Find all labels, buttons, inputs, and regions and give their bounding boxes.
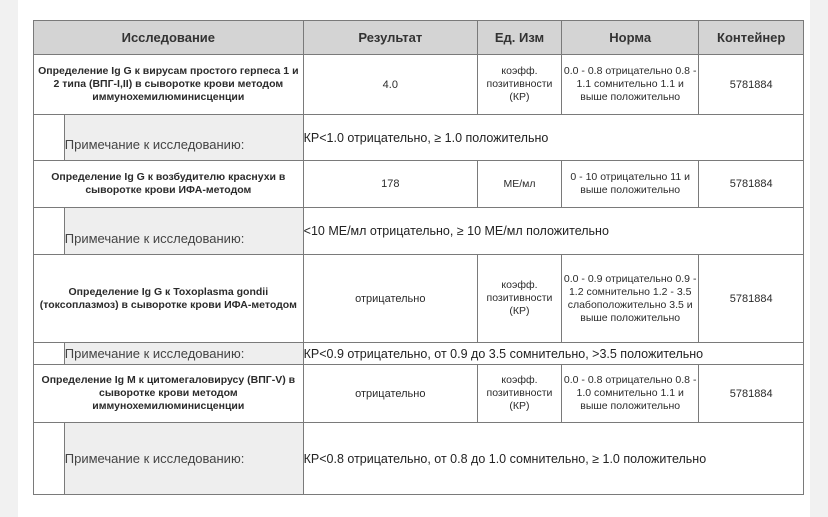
note-label: Примечание к исследованию: [64, 423, 303, 495]
study-name: Определение Ig G к Toxoplasma gondii (токсоплазмоз) в сыворотке крови ИФА-методом [34, 255, 304, 343]
note-text: КР<0.9 отрицательно, от 0.9 до 3.5 сомнительно, >3.5 положительно [303, 343, 803, 365]
container-value: 5781884 [699, 365, 804, 423]
header-norm: Норма [562, 21, 699, 55]
header-study: Исследование [34, 21, 304, 55]
header-unit: Ед. Изм [477, 21, 561, 55]
norm-value: 0.0 - 0.9 отрицательно 0.9 - 1.2 сомнительно 1.2 - 3.5 слабоположительно 3.5 и выше положительно [562, 255, 699, 343]
result-value: 178 [303, 161, 477, 208]
note-row [34, 343, 804, 365]
result-value: 4.0 [303, 55, 477, 115]
note-text: КР<1.0 отрицательно, ≥ 1.0 положительно [303, 115, 803, 161]
header-container: Контейнер [699, 21, 804, 55]
table-row [34, 55, 804, 115]
norm-value: 0.0 - 0.8 отрицательно 0.8 - 1.0 сомнительно 1.1 и выше положительно [562, 365, 699, 423]
result-value: отрицательно [303, 365, 477, 423]
unit-value: МЕ/мл [477, 161, 561, 208]
note-row [34, 423, 804, 495]
report-page [18, 0, 810, 517]
table-row [34, 255, 804, 343]
note-label: Примечание к исследованию: [64, 343, 303, 365]
note-row [34, 115, 804, 161]
note-text: <10 МЕ/мл отрицательно, ≥ 10 МЕ/мл положительно [303, 208, 803, 255]
study-name: Определение Ig M к цитомегаловирусу (ВПГ-V) в сыворотке крови методом иммунохемилюминисценции [34, 365, 304, 423]
header-result: Результат [303, 21, 477, 55]
container-value: 5781884 [699, 55, 804, 115]
table-row [34, 161, 804, 208]
note-text: КР<0.8 отрицательно, от 0.8 до 1.0 сомнительно, ≥ 1.0 положительно [303, 423, 803, 495]
unit-value: коэфф. позитивности (КР) [477, 255, 561, 343]
result-value: отрицательно [303, 255, 477, 343]
note-label: Примечание к исследованию: [64, 208, 303, 255]
norm-value: 0.0 - 0.8 отрицательно 0.8 - 1.1 сомнительно 1.1 и выше положительно [562, 55, 699, 115]
lab-results-table [33, 20, 804, 495]
container-value: 5781884 [699, 161, 804, 208]
container-value: 5781884 [699, 255, 804, 343]
table-header-row [34, 21, 804, 55]
unit-value: коэфф. позитивности (КР) [477, 55, 561, 115]
study-name: Определение Ig G к возбудителю краснухи в сыворотке крови ИФА-методом [34, 161, 304, 208]
note-row [34, 208, 804, 255]
unit-value: коэфф. позитивности (КР) [477, 365, 561, 423]
norm-value: 0 - 10 отрицательно 11 и выше положительно [562, 161, 699, 208]
table-row [34, 365, 804, 423]
study-name: Определение Ig G к вирусам простого герпеса 1 и 2 типа (ВПГ-I,II) в сыворотке крови методом иммунохемилюминисценции [34, 55, 304, 115]
note-label: Примечание к исследованию: [64, 115, 303, 161]
